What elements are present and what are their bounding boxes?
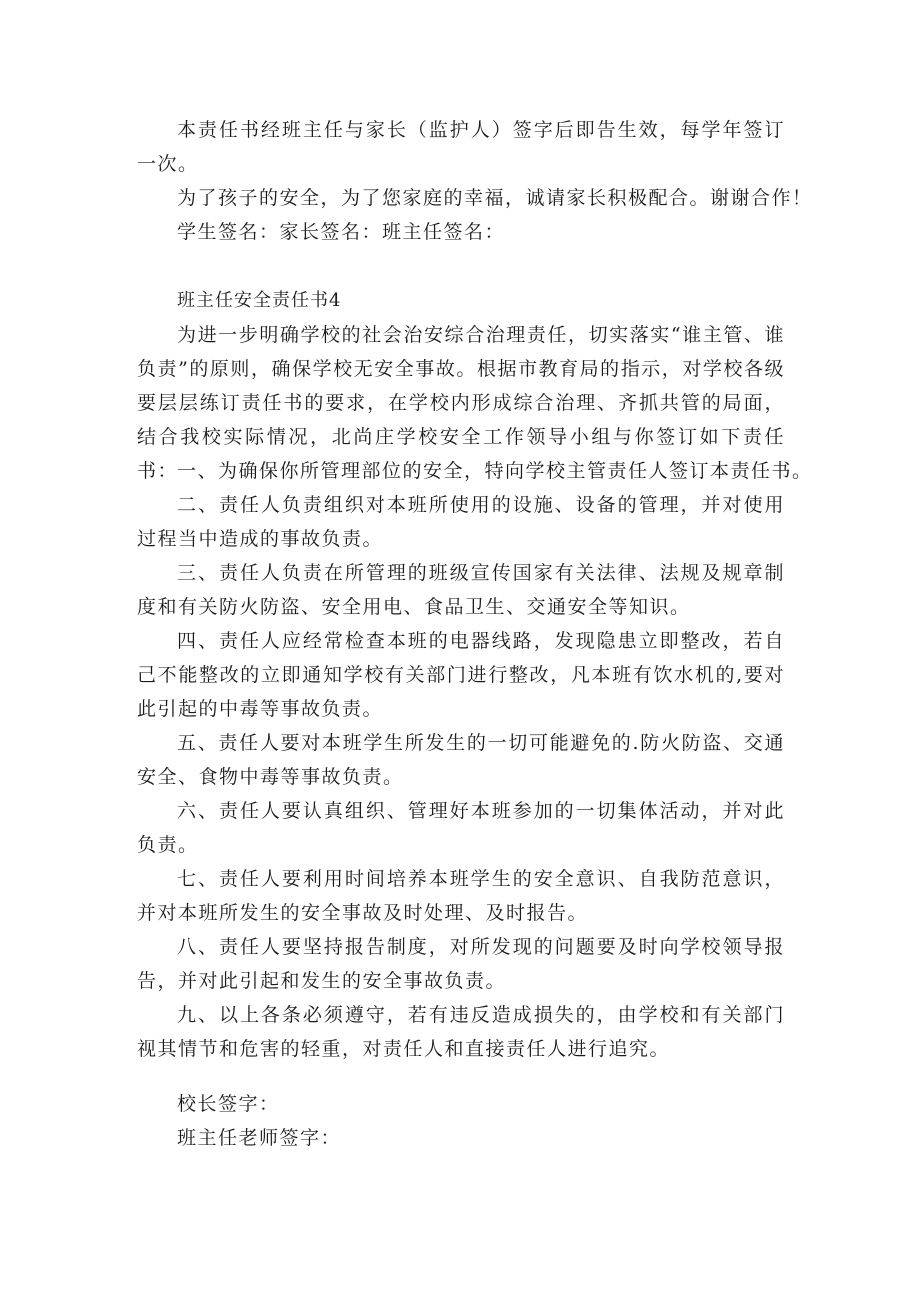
intro-paragraph-cooperation: 为了孩子的安全，为了您家庭的幸福，诚请家长积极配合。谢谢合作！ bbox=[177, 187, 813, 209]
item-2: 二、责任人负责组织对本班所使用的设施、设备的管理，并对使用过程当中造成的事故负责。 bbox=[137, 494, 785, 550]
item-7: 七、责任人要利用时间培养本班学生的安全意识、自我防范意识，并对本班所发生的安全事故及时处理、及时报告。 bbox=[137, 868, 785, 924]
item-4: 四、责任人应经常检查本班的电器线路，发现隐患立即整改，若自己不能整改的立即通知学校有关部门进行整改，凡本班有饮水机的,要对此引起的中毒等事故负责。 bbox=[137, 630, 785, 720]
item-1: 一、为确保你所管理部位的安全，特向学校主管责任人签订本责任书。 bbox=[177, 460, 813, 482]
item-8: 八、责任人要坚持报告制度，对所发现的问题要及时向学校领导报告，并对此引起和发生的安全事故负责。 bbox=[137, 936, 785, 992]
item-3: 三、责任人负责在所管理的班级宣传国家有关法律、法规及规章制度和有关防火防盗、安全用电、食品卫生、交通安全等知识。 bbox=[137, 562, 785, 618]
item-9: 九、以上各条必须遵守，若有违反造成损失的，由学校和有关部门视其情节和危害的轻重，对责任人和直接责任人进行追究。 bbox=[137, 1004, 785, 1060]
principal-signature-label: 校长签字： bbox=[177, 1093, 280, 1115]
teacher-signature-label: 班主任老师签字： bbox=[177, 1127, 342, 1149]
intro-signature-line: 学生签名：家长签名：班主任签名： bbox=[177, 221, 506, 243]
item-5: 五、责任人要对本班学生所发生的一切可能避免的.防火防盗、交通安全、食物中毒等事故负责。 bbox=[137, 732, 785, 788]
intro-paragraph-effect: 本责任书经班主任与家长（监护人）签字后即告生效，每学年签订一次。 bbox=[137, 119, 785, 175]
section-title: 班主任安全责任书4 bbox=[177, 290, 342, 311]
item-6: 六、责任人要认真组织、管理好本班参加的一切集体活动，并对此负责。 bbox=[137, 800, 785, 856]
section-preamble: 为进一步明确学校的社会治安综合治理责任，切实落实“谁主管、谁负责”的原则，确保学校无安全事故。根据市教育局的指示，对学校各级要层层练订责任书的要求，在学校内形成综合治理、齐抓共管的局面，结合我校实际情况，北尚庄学校安全工作领导小组与你签订如下责任书： bbox=[137, 324, 785, 482]
